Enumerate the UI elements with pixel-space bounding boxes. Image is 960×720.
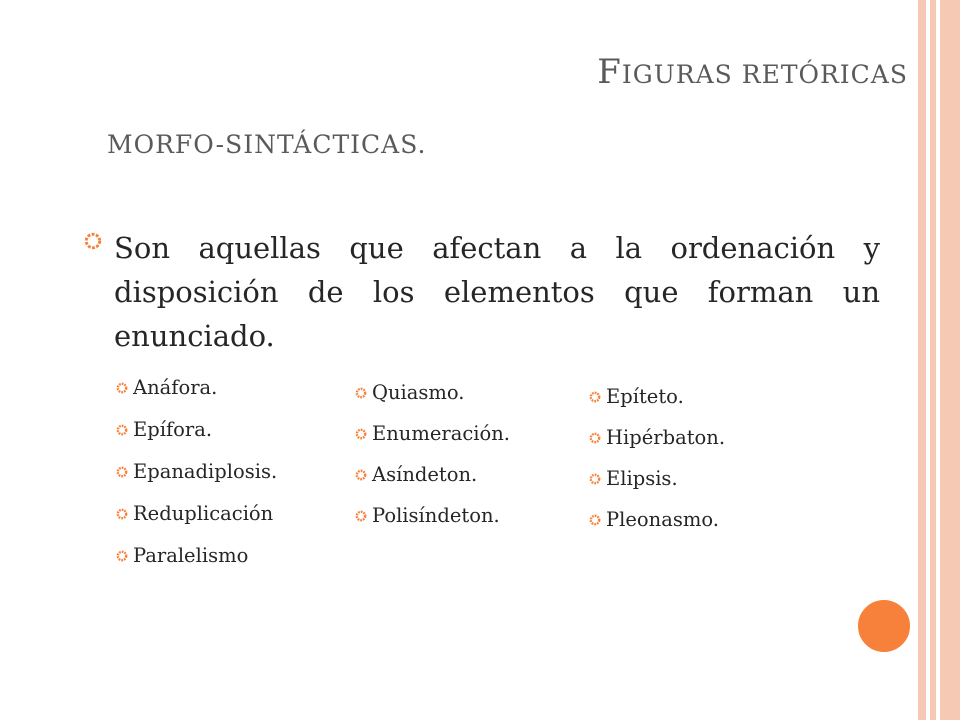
gear-bullet-icon [589, 514, 601, 526]
list-item-label: Epíteto. [606, 385, 684, 408]
list-item-label: Hipérbaton. [606, 426, 726, 449]
gear-bullet-icon [355, 510, 367, 522]
decor-stripe [940, 0, 960, 720]
gear-bullet-icon [589, 473, 601, 485]
gear-bullet-icon [355, 428, 367, 440]
gear-bullet-icon [355, 387, 367, 399]
list-item-label: Epanadiplosis. [133, 460, 278, 483]
main-bullet [84, 226, 880, 358]
list-item-label: Polisíndeton. [372, 504, 500, 527]
title-rest: IGURAS RETÓRICAS [621, 60, 908, 89]
main-bullet-text: Son aquellas que afectan a la ordenación y disposición de los elementos que forman un enunciado. [114, 231, 880, 353]
list-item-label: Paralelismo [133, 544, 249, 567]
gear-bullet-icon [116, 382, 128, 394]
list-item-label: Enumeración. [372, 422, 510, 445]
list-item-label: Pleonasmo. [606, 508, 719, 531]
gear-bullet-icon [116, 424, 128, 436]
list-item-label: Epífora. [133, 418, 213, 441]
list-item-label: Anáfora. [133, 376, 218, 399]
gear-bullet-icon [116, 466, 128, 478]
slide-subtitle: MORFO-SINTÁCTICAS. [107, 130, 427, 159]
list-item-label: Quiasmo. [372, 381, 465, 404]
slide-title [597, 52, 908, 92]
gear-bullet-icon [84, 232, 102, 250]
gear-bullet-icon [116, 508, 128, 520]
decor-stripe [918, 0, 926, 720]
gear-bullet-icon [589, 432, 601, 444]
gear-bullet-icon [116, 550, 128, 562]
decor-circle [855, 597, 913, 655]
gear-bullet-icon [355, 469, 367, 481]
gear-bullet-icon [589, 391, 601, 403]
list-item-label: Elipsis. [606, 467, 678, 490]
list-item-label: Asíndeton. [372, 463, 478, 486]
title-initial: F [597, 52, 622, 92]
list-item-label: Reduplicación [133, 502, 274, 525]
